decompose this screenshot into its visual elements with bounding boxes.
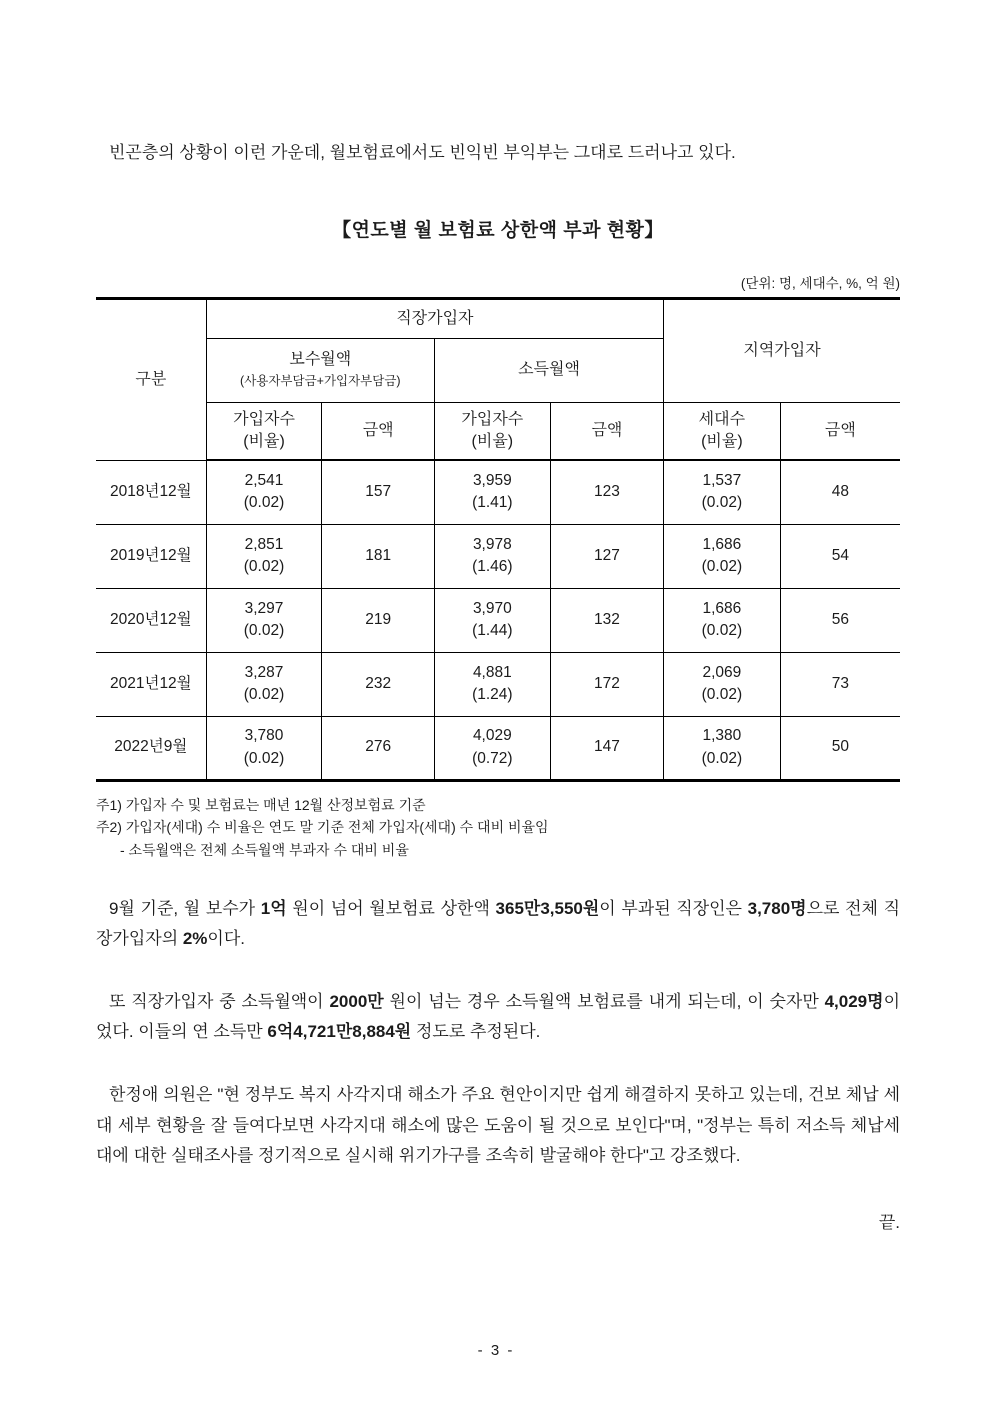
unit-note: (단위: 명, 세대수, %, 억 원): [740, 275, 900, 291]
cell-income-count: [434, 716, 550, 780]
cell-regional-count: [664, 652, 781, 716]
cell-regional-amount: 50: [780, 716, 900, 780]
cell-income-amount: 147: [550, 716, 663, 780]
ratio: (0.02): [701, 622, 743, 640]
header-regional-amount: 금액: [780, 402, 900, 460]
header-regional-subscribers: 지역가입자: [664, 298, 900, 402]
cell-regional-count: [664, 588, 781, 652]
cell-salary-count: [206, 460, 322, 524]
footnote-1: 주1) 가입자 수 및 보험료는 매년 12월 산정보험료 기준: [96, 796, 426, 813]
paragraph-salary-cap: 9월 기준, 월 보수가 1억 원이 넘어 월보험료 상한액 365만3,550원이 부과된 직장인은 3,780명으로 전체 직장가입자의 2%이다.: [96, 898, 900, 949]
cell-regional-count: [664, 524, 781, 588]
ratio: (0.02): [701, 558, 743, 576]
value: 3,970: [472, 599, 512, 617]
header-income-amount: 금액: [550, 402, 663, 460]
header-salary-subscriber-count: [206, 402, 322, 460]
cell-regional-amount: 73: [780, 652, 900, 716]
intro-paragraph: 빈곤층의 상황이 이런 가운데, 월보험료에서도 빈익빈 부익부는 그대로 드러나고 있다.: [109, 143, 736, 162]
ratio: (1.24): [472, 686, 513, 704]
value: 1,686: [702, 599, 742, 617]
value: 2,541: [244, 471, 284, 489]
cell-income-amount: 123: [550, 460, 663, 524]
header-monthly-salary: [206, 338, 434, 402]
row-label: 2018년12월: [96, 460, 206, 524]
ratio: (0.02): [243, 749, 285, 767]
cell-income-count: [434, 460, 550, 524]
value: 1,686: [702, 535, 742, 553]
table-row-2018: [96, 460, 900, 524]
value: 3,780: [244, 727, 284, 745]
header-workplace-subscribers: 직장가입자: [206, 298, 663, 338]
cell-income-amount: 127: [550, 524, 663, 588]
footnote-2: 주2) 가입자(세대) 수 비율은 연도 말 기준 전체 가입자(세대) 수 대비 비율임: [96, 819, 549, 836]
cell-salary-amount: 219: [322, 588, 435, 652]
value: 2,069: [702, 663, 742, 681]
header-row-1: [96, 298, 900, 338]
row-label: 2021년12월: [96, 652, 206, 716]
cell-salary-count: [206, 716, 322, 780]
footnotes: [96, 794, 900, 862]
subscriber-count-label: 가입자수: [233, 411, 295, 429]
cell-income-count: [434, 524, 550, 588]
cell-regional-amount: 54: [780, 524, 900, 588]
table-row-2020: [96, 588, 900, 652]
cell-income-amount: 172: [550, 652, 663, 716]
header-income-subscriber-count: [434, 402, 550, 460]
cell-salary-count: [206, 524, 322, 588]
row-label: 2019년12월: [96, 524, 206, 588]
header-household-count: [664, 402, 781, 460]
header-monthly-salary-sub: (사용자부담금+가입자부담금): [240, 374, 401, 389]
household-count-label: 세대수: [698, 411, 746, 429]
value: 1,380: [702, 727, 742, 745]
paragraph-lawmaker-quote: 한정애 의원은 "현 정부도 복지 사각지대 해소가 주요 현안이지만 쉽게 해결하지 못하고 있는데, 건보 체납 세대 세부 현황을 잘 들여다보면 사각지대 해소에 많은 도움이 될 것으로 보인다"며, "정부는 특히 저소득 체납세대에 대한 실태조사를 정기적으로 실시해 위기가구를 조속히 발굴해야 한다"고 강조했다.: [96, 1084, 900, 1166]
row-label: 2022년9월: [96, 716, 206, 780]
table-title: 【연도별 월 보험료 상한액 부과 현황】: [332, 219, 664, 241]
cell-salary-amount: 276: [322, 716, 435, 780]
value: 4,029: [472, 727, 512, 745]
cell-salary-amount: 181: [322, 524, 435, 588]
cell-regional-amount: 48: [780, 460, 900, 524]
ratio: (1.44): [472, 622, 513, 640]
cell-income-amount: 132: [550, 588, 663, 652]
footnote-3: - 소득월액은 전체 소득월액 부과자 수 대비 비율: [120, 841, 409, 858]
ratio: (0.02): [243, 686, 285, 704]
cell-salary-count: [206, 652, 322, 716]
cell-income-count: [434, 588, 550, 652]
header-category: 구분: [96, 298, 206, 460]
ratio: (0.02): [701, 686, 743, 704]
header-monthly-salary-label: 보수월액: [289, 350, 352, 368]
household-ratio-label: (비율): [701, 432, 743, 450]
header-monthly-income: 소득월액: [434, 338, 663, 402]
ratio: (1.46): [472, 558, 513, 576]
header-salary-amount: 금액: [322, 402, 435, 460]
row-label: 2020년12월: [96, 588, 206, 652]
subscriber-ratio-label: (비율): [243, 432, 285, 450]
cell-regional-count: [664, 460, 781, 524]
ratio: (0.02): [701, 749, 743, 767]
table-row-2019: [96, 524, 900, 588]
ratio: (0.02): [243, 622, 285, 640]
closing-mark: 끝.: [878, 1212, 900, 1232]
cell-regional-amount: 56: [780, 588, 900, 652]
subscriber-ratio-label: (비율): [471, 432, 514, 450]
value: 1,537: [702, 471, 742, 489]
cell-regional-count: [664, 716, 781, 780]
subscriber-count-label: 가입자수: [461, 411, 524, 429]
value: 3,287: [244, 663, 284, 681]
table-row-2021: [96, 652, 900, 716]
cell-income-count: [434, 652, 550, 716]
cell-salary-amount: 232: [322, 652, 435, 716]
paragraph-income-premium: 또 직장가입자 중 소득월액이 2000만 원이 넘는 경우 소득월액 보험료를 내게 되는데, 이 숫자만 4,029명이었다. 이들의 연 소득만 6억4,721만8,884원 정도로 추정된다.: [96, 991, 900, 1042]
ratio: (0.02): [243, 558, 285, 576]
premium-cap-table: [96, 297, 900, 782]
value: 2,851: [244, 535, 284, 553]
cell-salary-count: [206, 588, 322, 652]
value: 4,881: [472, 663, 512, 681]
cell-salary-amount: 157: [322, 460, 435, 524]
table-row-2022: [96, 716, 900, 780]
value: 3,297: [244, 599, 284, 617]
value: 3,978: [472, 535, 512, 553]
page-number: - 3 -: [477, 1342, 515, 1359]
ratio: (0.72): [472, 749, 513, 767]
ratio: (0.02): [701, 494, 743, 512]
ratio: (1.41): [472, 494, 513, 512]
ratio: (0.02): [243, 494, 285, 512]
header-row-3: [96, 402, 900, 460]
value: 3,959: [472, 471, 512, 489]
